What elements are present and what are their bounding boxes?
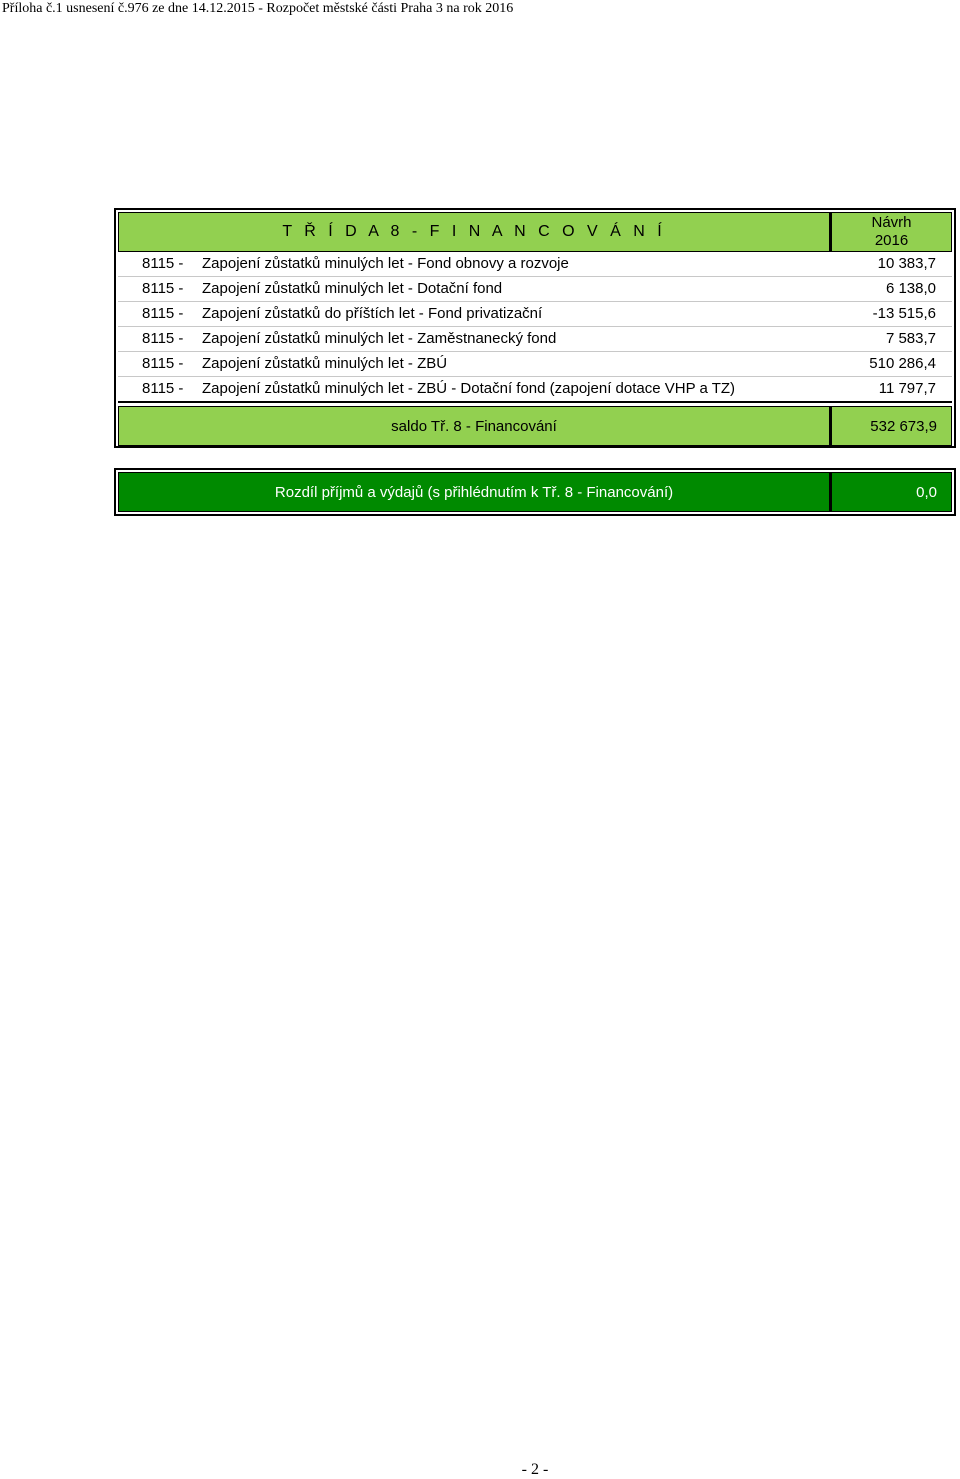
table-header-row (118, 212, 952, 252)
saldo-value: 532 673,9 (829, 407, 951, 445)
row-value: 11 797,7 (878, 380, 936, 397)
table-row (118, 252, 952, 277)
difference-row (118, 472, 952, 512)
row-text: Zapojení zůstatků minulých let - ZBÚ (202, 355, 448, 372)
saldo-row (118, 406, 952, 446)
saldo-label: saldo Tř. 8 - Financování (391, 417, 557, 435)
column-header (829, 213, 951, 251)
difference-table (114, 468, 956, 516)
row-code: 8115 - (142, 255, 184, 272)
difference-value: 0,0 (829, 473, 951, 511)
row-code: 8115 - (142, 330, 184, 347)
difference-label: Rozdíl příjmů a výdajů (s přihlédnutím k Tř. 8 - Financování) (274, 483, 674, 501)
financing-table (114, 208, 956, 448)
row-code: 8115 - (142, 355, 184, 372)
table-row (118, 352, 952, 377)
row-code: 8115 - (142, 280, 184, 297)
row-text: Zapojení zůstatků do příštích let - Fond privatizační (202, 305, 543, 322)
row-code: 8115 - (142, 380, 184, 397)
row-text: Zapojení zůstatků minulých let - ZBÚ - Dotační fond (zapojení dotace VHP a TZ) (202, 380, 736, 397)
row-value: -13 515,6 (872, 305, 936, 322)
section-title: T Ř Í D A 8 - F I N A N C O V Á N Í (282, 223, 666, 240)
table-row (118, 277, 952, 302)
row-code: 8115 - (142, 305, 184, 322)
row-value: 10 383,7 (877, 255, 936, 272)
column-title: Návrh (871, 214, 912, 231)
table-row (118, 302, 952, 327)
page-number: - 2 - (521, 1461, 549, 1478)
row-value: 6 138,0 (885, 280, 936, 297)
row-text: Zapojení zůstatků minulých let - Zaměstnanecký fond (202, 330, 557, 347)
document-header: Příloha č.1 usnesení č.976 ze dne 14.12.2015 - Rozpočet městské části Praha 3 na rok 2016 (2, 1, 514, 16)
table-row (118, 327, 952, 352)
row-text: Zapojení zůstatků minulých let - Fond obnovy a rozvoje (202, 255, 569, 272)
row-text: Zapojení zůstatků minulých let - Dotační fond (202, 280, 503, 297)
table-row (118, 377, 952, 403)
column-year: 2016 (874, 232, 909, 249)
row-value: 7 583,7 (885, 330, 936, 347)
row-value: 510 286,4 (869, 355, 936, 372)
